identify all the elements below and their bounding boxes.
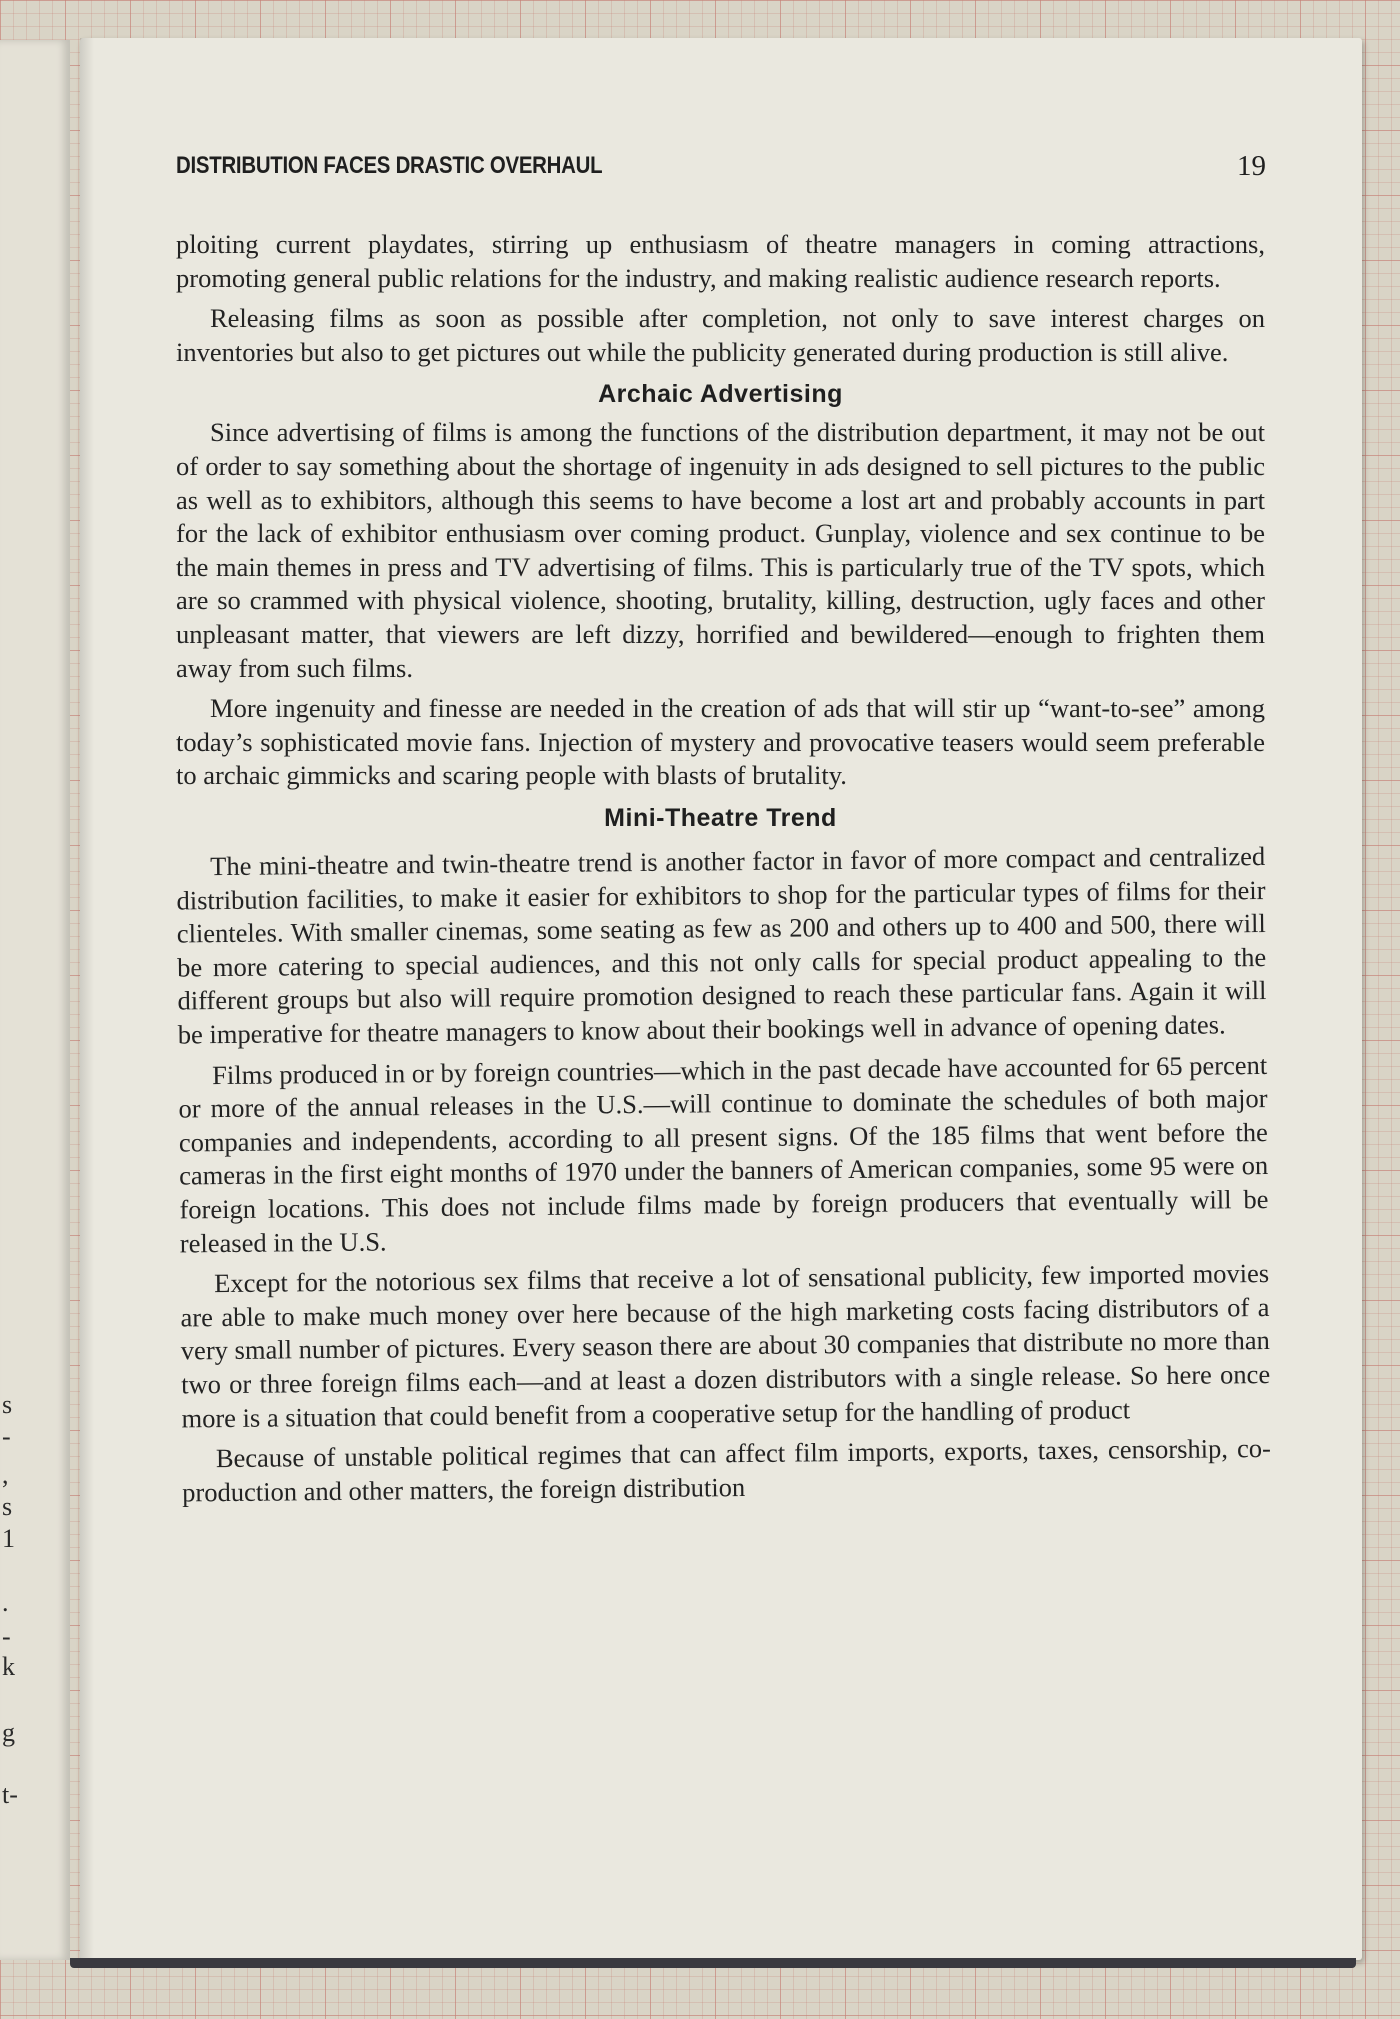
lower-text-block xyxy=(176,840,1271,1510)
paragraph: Releasing films as soon as possible after completion, not only to save interest charges on inventories but also to get pictures out while the publicity generated during production is still alive. xyxy=(176,303,1265,367)
margin-mark: , xyxy=(2,1460,9,1489)
paragraph: Because of unstable political regimes that can affect film imports, exports, taxes, censorship, co-production and other matters, the foreign distribution xyxy=(182,1432,1271,1508)
margin-mark: t- xyxy=(2,1780,18,1809)
margin-mark: - xyxy=(2,1422,11,1451)
margin-mark: . xyxy=(2,1588,9,1617)
paragraph: More ingenuity and finesse are needed in the creation of ads that will stir up “want-to-see” among today’s sophisticated movie fans. Injection of mystery and provocative teasers would seem preferable to archaic gimmicks and scaring people with blasts of brutality. xyxy=(176,693,1265,791)
margin-mark: s xyxy=(2,1390,13,1419)
margin-mark: g xyxy=(2,1718,15,1747)
section-heading: Archaic Advertising xyxy=(598,380,843,409)
section-heading: Mini-Theatre Trend xyxy=(604,803,837,832)
page-gutter-shadow xyxy=(80,38,94,1960)
margin-mark: - xyxy=(2,1622,11,1651)
margin-mark: s xyxy=(2,1492,13,1521)
book-page xyxy=(80,38,1362,1960)
margin-mark: 1 xyxy=(2,1524,15,1553)
margin-mark: k xyxy=(2,1652,15,1681)
paragraph: Since advertising of films is among the functions of the distribution department, it may not be out of order to say something about the shortage of ingenuity in ads designed to sell pictures to the public as well as to exhibitors, although this seems to have become a lost art and probably accounts in part for the lack of exhibitor enthusiasm over coming product. Gunplay, violence and sex continue to be the main themes in press and TV advertising of films. This is particularly true of the TV spots, which are so crammed with physical violence, shooting, brutality, killing, destruction, ugly faces and other unpleasant matter, that viewers are left dizzy, horrified and bewildered—enough to frighten them away from such films. xyxy=(176,417,1265,683)
paragraph: The mini-theatre and twin-theatre trend is another factor in favor of more compact and centralized distribution facilities, to make it easier for exhibitors to shop for the particular types of films for their clienteles. With smaller cinemas, some seating as few as 200 and others up to 400 and 500, there will be more catering to special audiences, and this not only calls for special product appealing to the different groups but also will require promotion designed to reach these particular fans. Again it will be imperative for theatre managers to know about their bookings well in advance of opening dates. xyxy=(176,840,1267,1050)
running-title: DISTRIBUTION FACES DRASTIC OVERHAUL xyxy=(176,152,603,179)
facing-page-margin-marks xyxy=(0,40,20,1960)
body-text xyxy=(176,228,1271,1508)
facing-page-edge xyxy=(0,40,70,1960)
page-number: 19 xyxy=(1237,150,1266,182)
running-head xyxy=(176,152,1266,192)
paragraph: Films produced in or by foreign countries—which in the past decade have accounted for 65 percent or more of the annual releases in the U.S.—will continue to dominate the schedules of both major companies and independents, according to all present signs. Of the 185 films that went before the cameras in the first eight months of 1970 under the banners of American companies, some 95 were on foreign locations. This does not include films made by foreign producers that eventually will be released in the U.S. xyxy=(178,1049,1269,1258)
paragraph: ploiting current playdates, stirring up enthusiasm of theatre managers in coming attractions, promoting general public relations for the industry, and making realistic audience research reports. xyxy=(176,229,1265,293)
paragraph: Except for the notorious sex films that receive a lot of sensational publicity, few imported movies are able to make much money over here because of the high marketing costs facing distributors of a very small number of pictures. Every season there are about 30 companies that distribute no more than two or three foreign films each—and at least a dozen distributors with a single release. So here once more is a situation that could benefit from a cooperative setup for the handling of product xyxy=(180,1258,1271,1433)
